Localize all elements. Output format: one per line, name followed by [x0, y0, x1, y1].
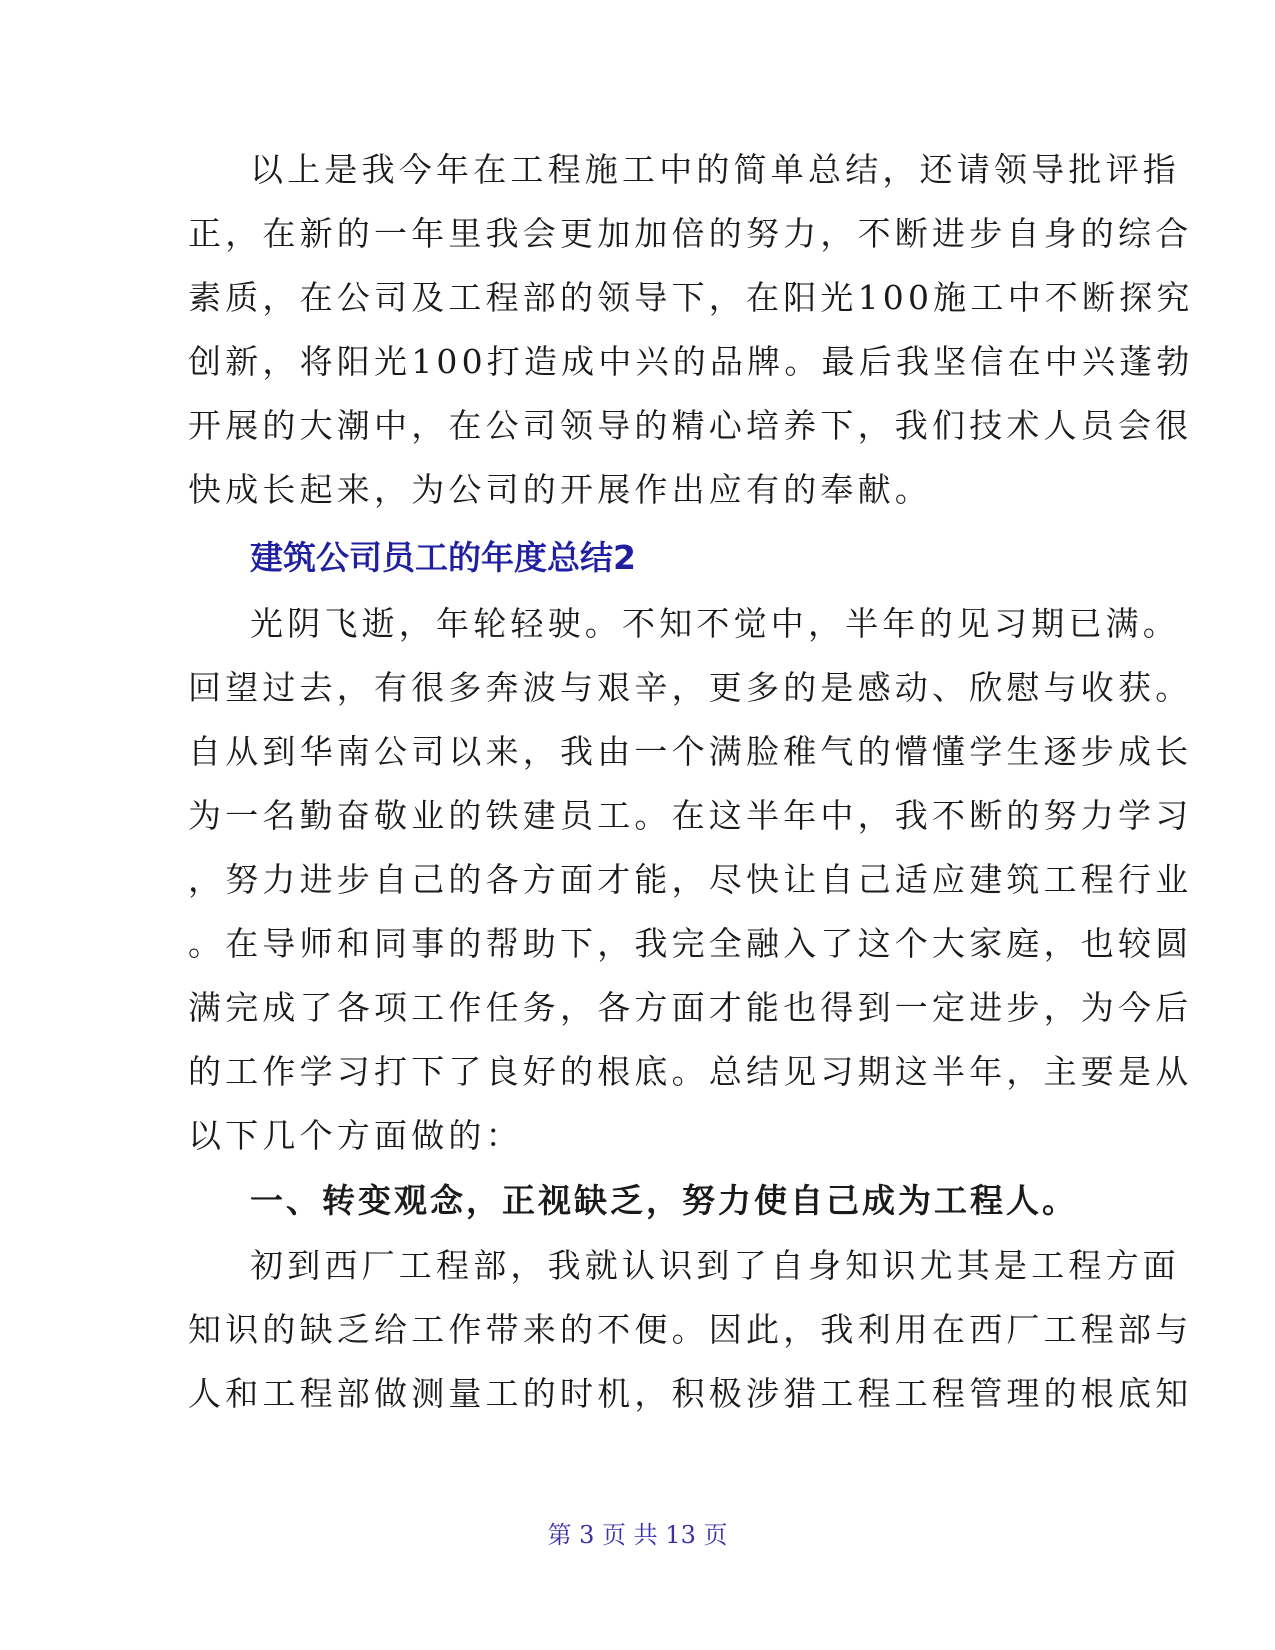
text-line: 为一名勤奋敬业的铁建员工。在这半年中，我不断的努力学习 [188, 796, 1193, 835]
text-line: ，努力进步自己的各方面才能，尽快让自己适应建筑工程行业 [188, 860, 1193, 899]
paragraph-intro [188, 592, 1193, 1168]
paragraph-body [188, 1234, 1193, 1426]
text-line: 回望过去，有很多奔波与艰辛，更多的是感动、欣慰与收获。 [188, 668, 1193, 707]
text-line: 。在导师和同事的帮助下，我完全融入了这个大家庭，也较圆 [188, 924, 1193, 963]
text-line: 正，在新的一年里我会更加加倍的努力，不断进步自身的综合 [188, 214, 1193, 253]
text-line: 知识的缺乏给工作带来的不便。因此，我利用在西厂工程部与 [188, 1310, 1193, 1349]
page-number-footer: 第 3 页 共 13 页 [547, 1521, 728, 1549]
document-body [188, 138, 1194, 1426]
text-line: 以上是我今年在工程施工中的简单总结，还请领导批评指 [250, 150, 1180, 189]
section-heading: 建筑公司员工的年度总结2 [250, 538, 636, 577]
text-line: 自从到华南公司以来，我由一个满脸稚气的懵懂学生逐步成长 [188, 732, 1193, 771]
text-line: 满完成了各项工作任务，各方面才能也得到一定进步，为今后 [188, 988, 1193, 1027]
text-line: 创新，将阳光100打造成中兴的品牌。最后我坚信在中兴蓬勃 [188, 342, 1194, 381]
text-line: 光阴飞逝，年轮轻驶。不知不觉中，半年的见习期已满。 [250, 604, 1180, 643]
text-line: 素质，在公司及工程部的领导下，在阳光100施工中不断探究 [188, 278, 1194, 317]
text-line: 快成长起来，为公司的开展作出应有的奉献。 [188, 470, 932, 509]
text-line: 的工作学习打下了良好的根底。总结见习期这半年，主要是从 [188, 1052, 1193, 1091]
text-line: 开展的大潮中，在公司领导的精心培养下，我们技术人员会很 [188, 406, 1193, 445]
subsection-heading: 一、转变观念，正视缺乏，努力使自己成为工程人。 [250, 1181, 1078, 1220]
text-line: 人和工程部做测量工的时机，积极涉猎工程工程管理的根底知 [188, 1374, 1193, 1413]
text-line: 以下几个方面做的： [188, 1116, 523, 1155]
paragraph-conclusion [188, 138, 1194, 522]
text-line: 初到西厂工程部，我就认识到了自身知识尤其是工程方面 [250, 1246, 1180, 1285]
